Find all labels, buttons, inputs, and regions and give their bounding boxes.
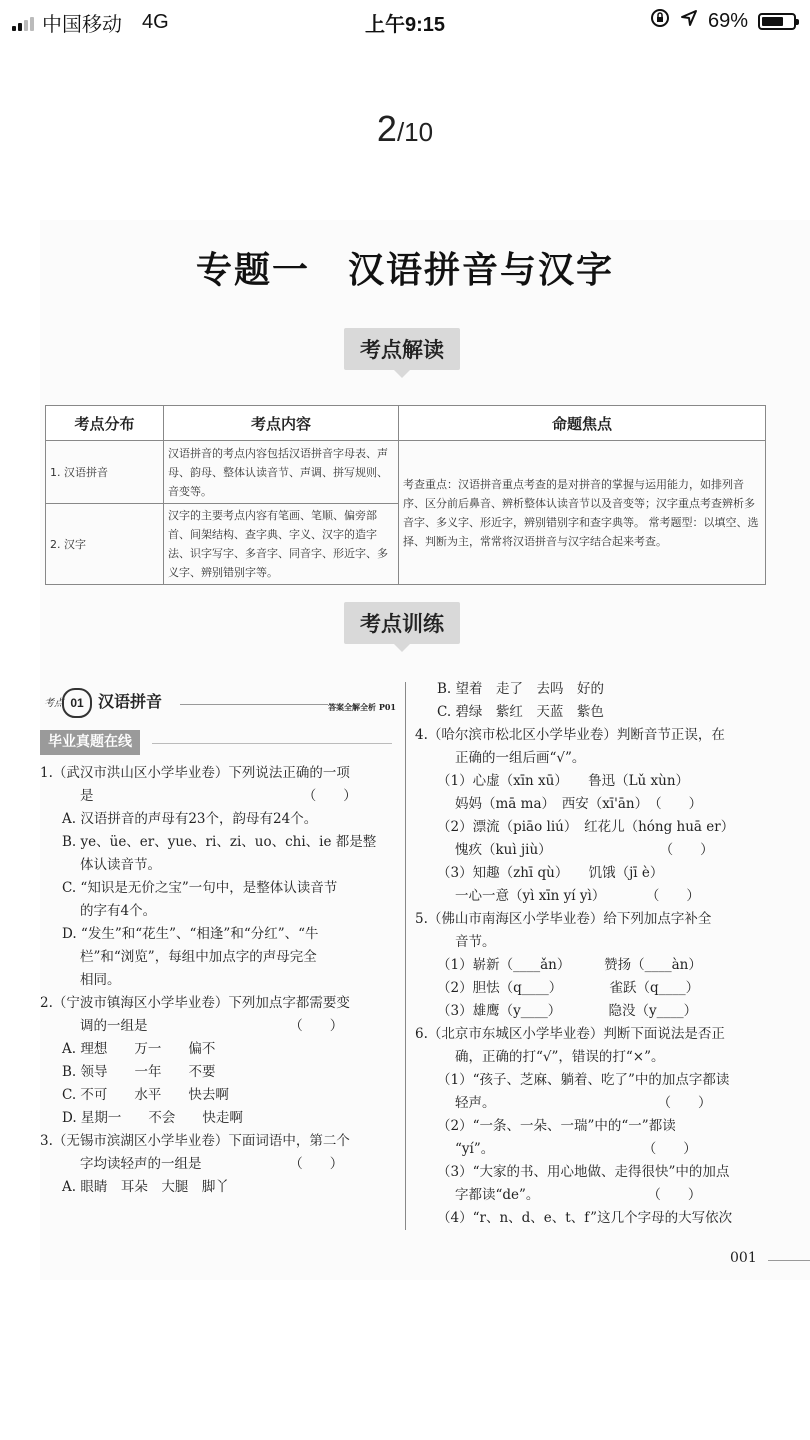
option-line: A. 理想 万一 偏不 xyxy=(62,1041,216,1057)
battery-percent: 69% xyxy=(707,9,748,32)
option-line: A. 眼睛 耳朵 大腿 脚丫 xyxy=(62,1179,229,1195)
option-line: B. ye、üe、er、yue、ri、zi、uo、chi、ie 都是整 xyxy=(62,834,377,850)
question-line: 4.（哈尔滨市松北区小学毕业卷）判断音节正误，在 xyxy=(415,727,725,743)
overview-table xyxy=(45,405,766,585)
table-header: 命题焦点 xyxy=(399,406,766,441)
text-line: 的字有4个。 xyxy=(80,903,157,919)
text-line: 愧疚（kuì jiù） （ ） xyxy=(455,842,714,858)
table-cell-focus: 考查重点：汉语拼音重点考查的是对拼音的掌握与运用能力，如排列音序、区分前后鼻音、辨析整体认读音节以及音变等；汉字重点考查辨析多音字、多义字、形近字，辨别错别字和查字典等。 常考题型：以填空、选择、判断为主，常常将汉语拼音与汉字结合起来考查。 xyxy=(399,441,766,585)
option-line: （3）“大家的书、用心地做、走得很快”中的加点 xyxy=(437,1164,730,1180)
option-line: （1）崭新（____ǎn） 赞扬（____àn） xyxy=(437,957,702,973)
table-cell-content: 汉字的主要考点内容有笔画、笔顺、偏旁部首、间架结构、查字典、字义、汉字的造字法、识字写字、多音字、同音字、形近字、多义字、辨别错别字等。 xyxy=(164,504,399,585)
page-number: 001 xyxy=(730,1250,757,1266)
text-line: 调的一组是 （ ） xyxy=(80,1018,344,1034)
question-line: 1.（武汉市洪山区小学毕业卷）下列说法正确的一项 xyxy=(40,765,350,781)
column-divider xyxy=(405,682,406,1230)
document-page[interactable] xyxy=(40,220,810,1280)
option-line: （3）雄鹰（y____） 隐没（y____） xyxy=(437,1003,698,1019)
option-line: B. 领导 一年 不要 xyxy=(62,1064,216,1080)
option-line: （2）胆怯（q____） 雀跃（q____） xyxy=(437,980,700,996)
question-line: 2.（宁波市镇海区小学毕业卷）下列加点字都需要变 xyxy=(40,995,350,1011)
page-title: 专题一 汉语拼音与汉字 xyxy=(195,249,614,291)
option-line: C. “知识是无价之宝”一句中，是整体认读音节 xyxy=(62,880,338,896)
text-line: 轻声。 （ ） xyxy=(455,1095,712,1111)
question-line: 5.（佛山市南海区小学毕业卷）给下列加点字补全 xyxy=(415,911,712,927)
section-number: 01 xyxy=(62,688,92,718)
option-line: （2）漂流（piāo liú） 红花儿（hóng huā er） xyxy=(437,819,735,835)
current-page: 2 xyxy=(376,108,397,149)
question-line: 3.（无锡市滨湖区小学毕业卷）下面词语中，第二个 xyxy=(40,1133,350,1149)
carrier-name: 中国移动 xyxy=(42,14,122,36)
option-line: D. “发生”和“花生”、“相逢”和“分红”、“牛 xyxy=(62,926,319,942)
table-header: 考点分布 xyxy=(46,406,164,441)
page-number-rule xyxy=(768,1260,810,1261)
section-kaodian-label: 考点 xyxy=(44,698,64,709)
band-label: 毕业真题在线 xyxy=(40,730,140,755)
option-line: （3）知趣（zhī qù） 饥饿（jī è） xyxy=(437,865,664,881)
badge-kaodian-jiedu: 考点解读 xyxy=(344,328,460,370)
network-type: 4G xyxy=(142,11,169,33)
total-pages: /10 xyxy=(396,117,434,147)
table-cell-topic: 2. 汉字 xyxy=(46,504,164,585)
text-line: “yí”。 （ ） xyxy=(455,1141,697,1157)
option-line: （1）“孩子、芝麻、躺着、吃了”中的加点字都读 xyxy=(437,1072,730,1088)
option-line: C. 碧绿 紫红 天蓝 紫色 xyxy=(437,704,604,720)
text-line: 是 （ ） xyxy=(80,788,357,804)
option-line: A. 汉语拼音的声母有23个，韵母有24个。 xyxy=(62,811,318,827)
battery-icon xyxy=(758,13,796,30)
right-column xyxy=(415,678,770,1230)
option-line: （4）“r、n、d、e、t、f”这几个字母的大写依次 xyxy=(437,1210,733,1226)
option-line: D. 星期一 不会 快走啊 xyxy=(62,1110,243,1126)
section-title: 汉语拼音 xyxy=(98,692,163,711)
section-rule xyxy=(180,704,328,705)
option-line: B. 望着 走了 去吗 好的 xyxy=(437,681,605,697)
table-cell-content: 汉语拼音的考点内容包括汉语拼音字母表、声母、韵母、整体认读音节、声调、拼写规则、音变等。 xyxy=(164,441,399,504)
text-line: 正确的一组后画“√”。 xyxy=(455,750,586,766)
text-line: 栏”和“浏览”，每组中加点字的声母完全 xyxy=(80,949,317,965)
orientation-lock-icon xyxy=(650,8,670,34)
location-arrow-icon xyxy=(680,9,698,33)
answer-reference: 答案全解全析 P01 xyxy=(328,702,396,712)
option-line: （1）心虚（xīn xū） 鲁迅（Lǔ xùn） xyxy=(437,773,690,789)
text-line: 字都读“de”。 （ ） xyxy=(455,1187,702,1203)
text-line: 体认读音节。 xyxy=(80,857,161,873)
question-line: 6.（北京市东城区小学毕业卷）判断下面说法是否正 xyxy=(415,1026,725,1042)
table-header: 考点内容 xyxy=(164,406,399,441)
text-line: 相同。 xyxy=(80,972,121,988)
clock: 上午9:15 xyxy=(364,14,446,36)
text-line: 音节。 xyxy=(455,934,496,950)
option-line: C. 不可 水平 快去啊 xyxy=(62,1087,229,1103)
section-header xyxy=(40,678,398,724)
status-bar xyxy=(0,0,810,44)
text-line: 妈妈（mā ma） 西安（xī'ān） （ ） xyxy=(455,796,703,812)
text-line: 字均读轻声的一组是 （ ） xyxy=(80,1156,344,1172)
badge-kaodian-xunlian: 考点训练 xyxy=(344,602,460,644)
text-line: 确，正确的打“√”，错误的打“×”。 xyxy=(455,1049,665,1065)
left-column xyxy=(40,678,398,1199)
text-line: 一心一意（yì xīn yí yì） （ ） xyxy=(455,888,700,904)
section-band xyxy=(40,730,398,754)
table-cell-topic: 1. 汉语拼音 xyxy=(46,441,164,504)
option-line: （2）“一条、一朵、一瑞”中的“一”都读 xyxy=(437,1118,676,1134)
page-indicator xyxy=(0,108,810,150)
